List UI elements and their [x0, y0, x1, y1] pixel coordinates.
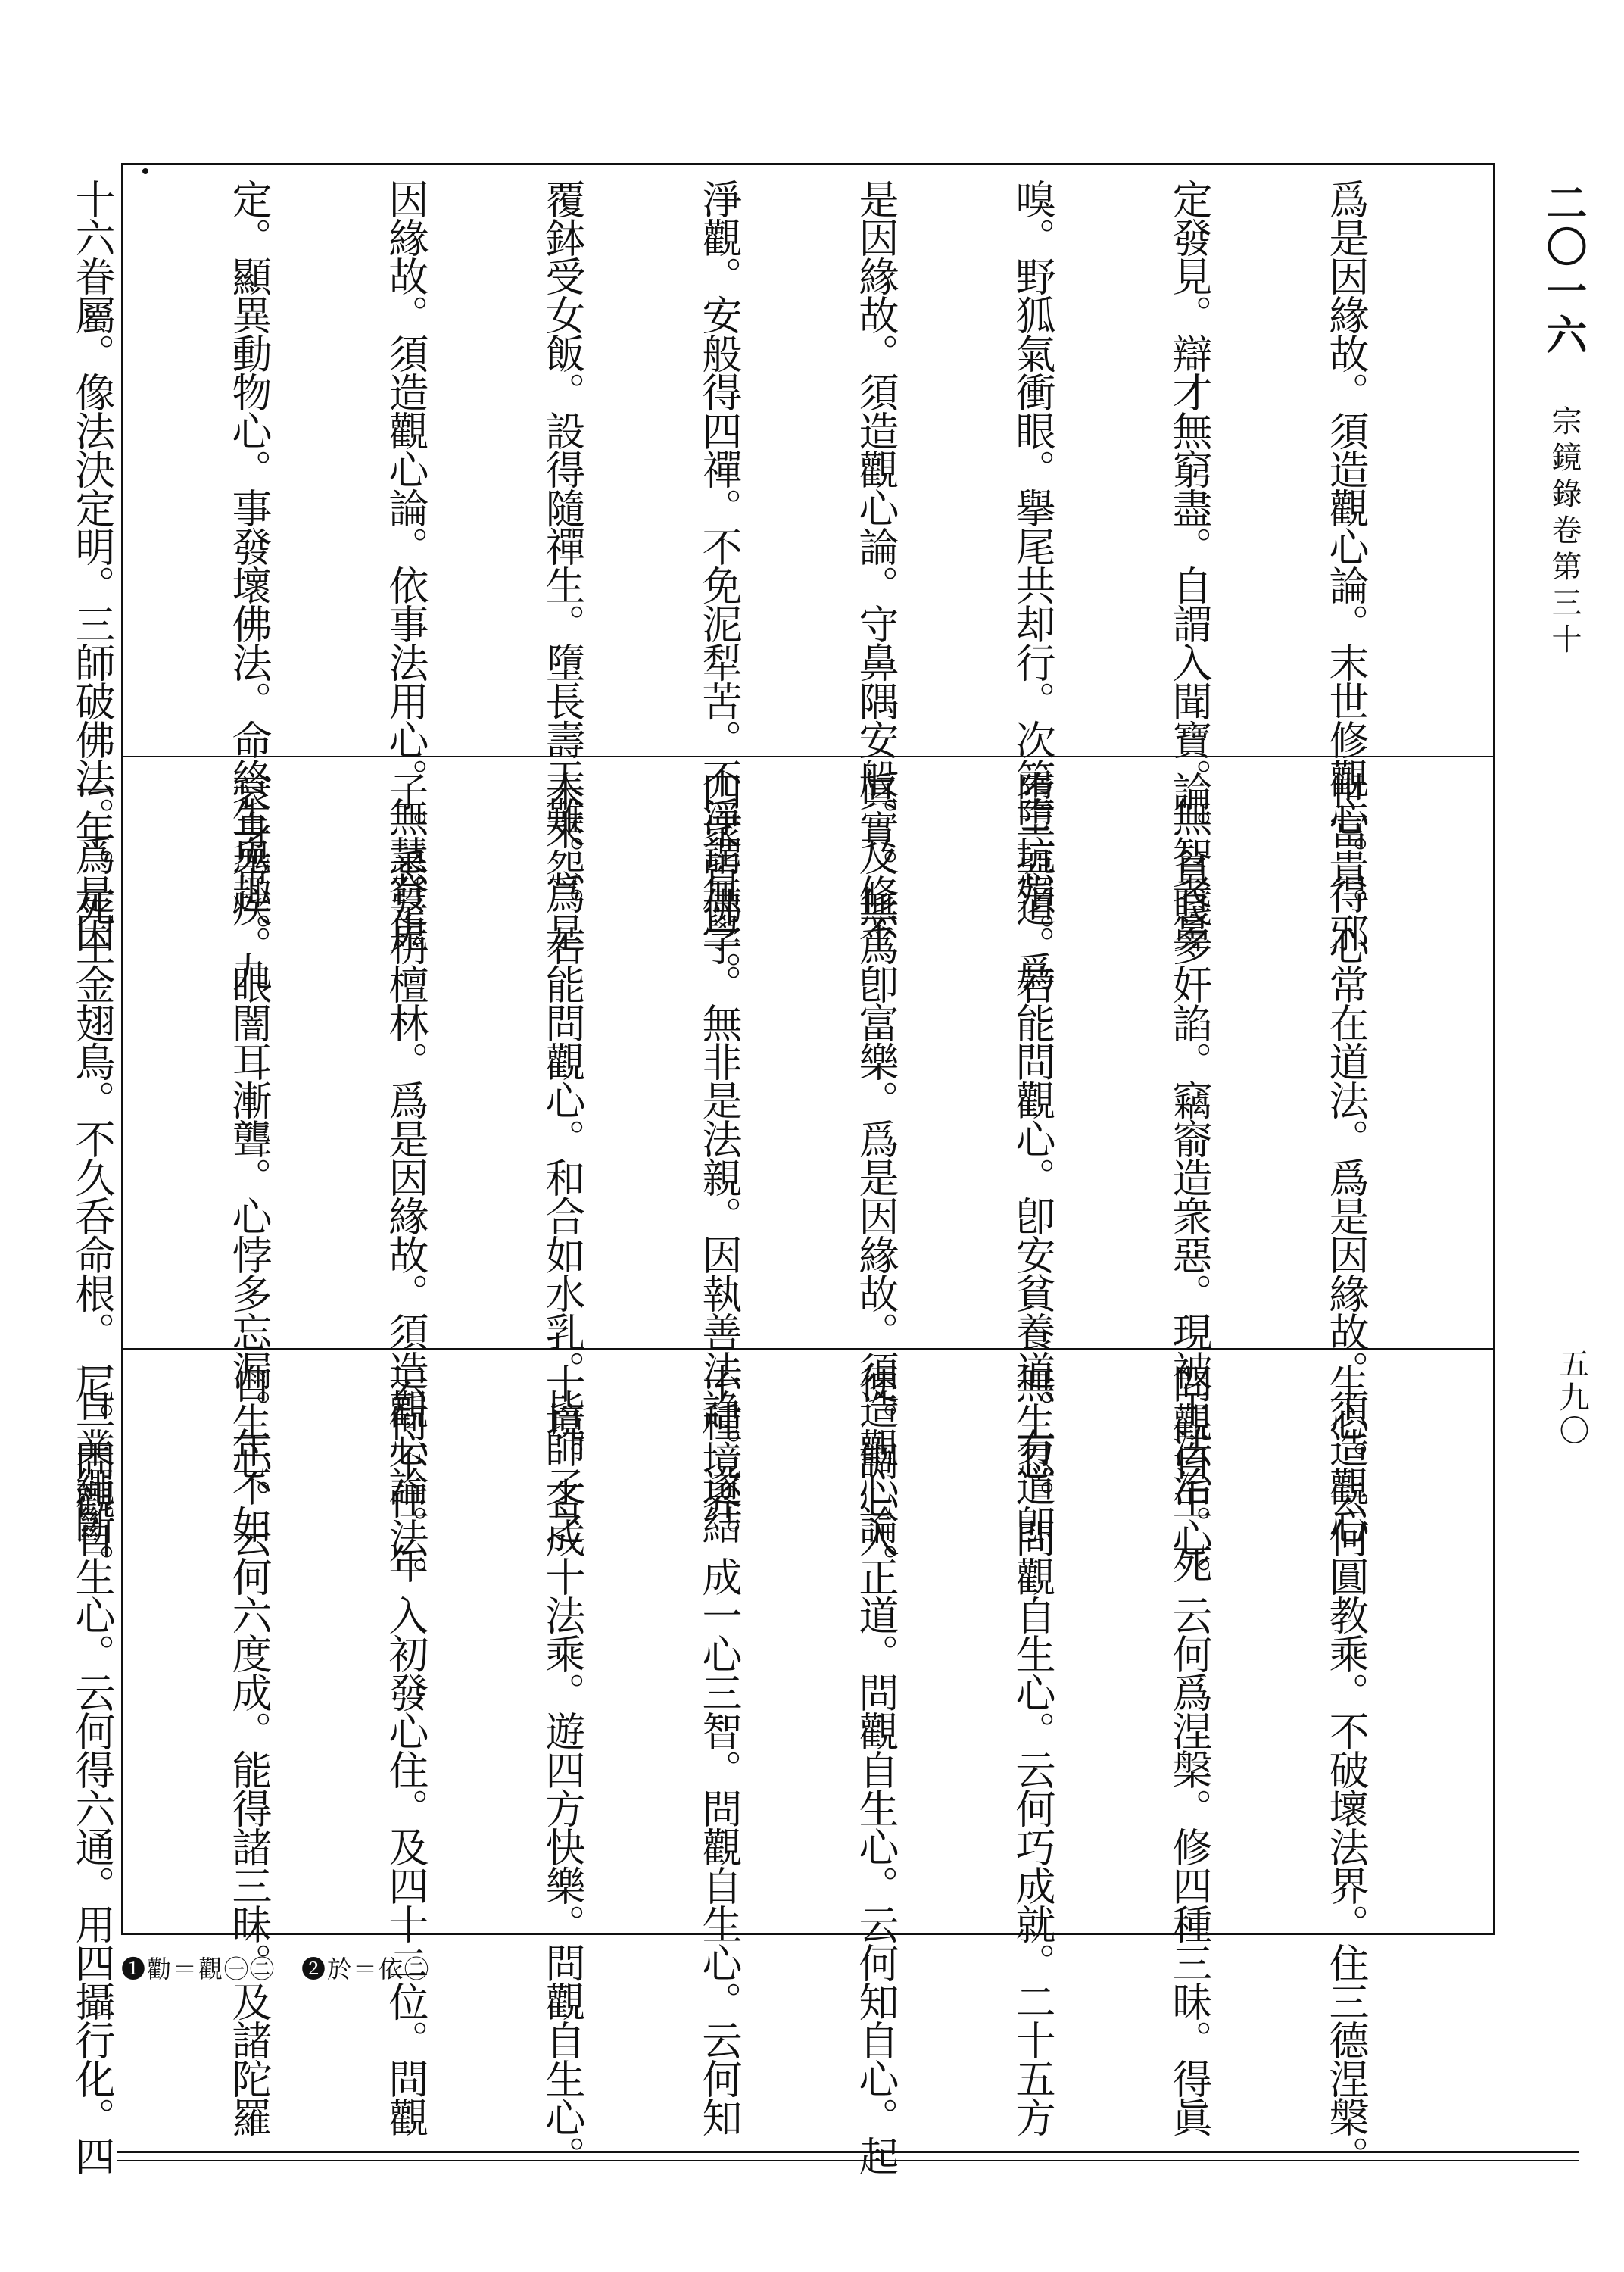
- text-column: 尼。問觀自生心。云何得六通。用四攝行化。四: [69, 1363, 115, 2174]
- text-column: 眞實。無爲卽富樂。爲是因緣故。須造觀心論。: [853, 771, 899, 1582]
- leaf-number: 二〇一六: [1540, 182, 1588, 357]
- bottom-rule: [117, 2151, 1579, 2153]
- text-column: 覆鉢受女飯。設得隨禪生。墮長壽天難。爲是: [539, 179, 585, 951]
- footnotes: ❶勸＝觀㊀㊁ ❷於＝依㊁: [121, 1955, 431, 1983]
- text-column: 定。顯異動物心。事發壞佛法。命終生鬼趣。九: [226, 179, 272, 990]
- text-column: 世富貴。心常在道法。爲是因緣故。須造觀心: [1323, 771, 1369, 1543]
- text-column: 淨觀。安般得四禪。不免泥犁苦。不淨謂無學。: [696, 179, 742, 990]
- text-column: 自生心。云何六度成。能得諸三昧。及諸陀羅: [226, 1363, 272, 2136]
- text-column: 十六眷屬。像法決定明。三師破佛法。爲是因: [69, 179, 115, 951]
- text-column: 問觀自生心。云何爲涅槃。修四種三昧。得眞: [1166, 1363, 1212, 2136]
- text-column: 便。調心入正道。問觀自生心。云何知自心。起: [853, 1363, 899, 2174]
- register-1: [69, 165, 1493, 990]
- text-column: 論。貧賤多奸諂。竊窬造衆惡。現被王法治。死: [1166, 771, 1212, 1582]
- text-column: 爲是因緣故。須造觀心論。末世修觀心。得邪: [1323, 179, 1369, 951]
- register-1-text: [69, 179, 1476, 990]
- register-2: [69, 757, 1493, 1582]
- text-column: 一年。死王金翅鳥。不久呑命根。一旦業繩斷。: [69, 771, 115, 1582]
- text-column: 定發見。辯才無窮盡。自謂入聞寶。無智者鼻: [1166, 179, 1212, 951]
- text-column: 四衆皆佛子。無非是法親。因執善法諍。遂結: [696, 771, 742, 1543]
- text-column: 嗅。野狐氣衝眼。擧尾共却行。次第墮坑殞。爲: [1009, 179, 1055, 990]
- text-column: 子。悉是栴檀林。爲是因緣故。須造觀心論。年: [382, 771, 429, 1582]
- text-column: 未來怨。若能問觀心。和合如水乳。皆師子之: [539, 771, 585, 1543]
- text-column: 生心。云何圓教乘。不破壞法界。住三德涅槃。: [1323, 1363, 1369, 2174]
- text-column: 因緣故。須造觀心論。依事法用心。無慧發鬼: [382, 179, 429, 951]
- bottom-rule: [117, 2160, 1579, 2161]
- text-column: 墮三惡道。若能問觀心。卽安貧養道。有道卽: [1009, 771, 1055, 1543]
- text-column: 衰身帶疾。眼闇耳漸聾。心悖多忘漏。年不如: [226, 771, 272, 1543]
- page-number: 五九〇: [1554, 1348, 1589, 1448]
- text-column: 無生忍。問觀自生心。云何巧成就。二十五方: [1009, 1363, 1055, 2136]
- register-2-text: [69, 771, 1476, 1582]
- text-column: 是因緣故。須造觀心論。守鼻隅安般。及修不: [853, 179, 899, 951]
- running-head: [1535, 182, 1594, 660]
- text-column: 云何不住法。入初發心住。及四十二位。問觀: [382, 1363, 429, 2136]
- text-column: 十境。各成十法乘。遊四方快樂。問觀自生心。: [539, 1363, 585, 2174]
- chapter-title: 宗鏡錄卷第三十: [1547, 404, 1582, 660]
- text-column: 十種境界。成一心三智。問觀自生心。云何知: [696, 1363, 742, 2136]
